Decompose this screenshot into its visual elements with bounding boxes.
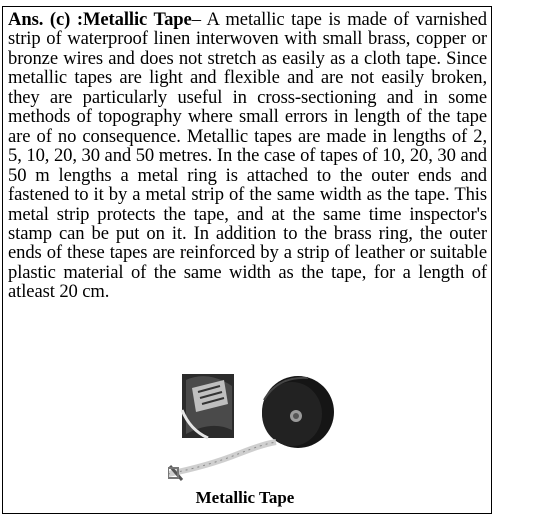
- figure-caption: Metallic Tape: [195, 488, 295, 507]
- answer-dash: –: [191, 9, 207, 30]
- answer-term: Metallic Tape: [82, 9, 192, 30]
- answer-paragraph: [8, 10, 487, 302]
- metallic-tape-photo: [168, 370, 338, 486]
- answer-prefix: Ans. (c) :: [8, 9, 83, 30]
- answer-body: A metallic tape is made of varnished strip of waterproof linen interwoven with small brass, copper or bronze wires and does not stretch as easily as a cloth tape. Since metallic tapes are light and flexible and are not easily broken, they are particularly useful in cross-sectioning and in some methods of topography where small errors in length of the tape are of no consequence. Metallic tapes are made in lengths of 2, 5, 10, 20, 30 and 50 metres. In the case of tapes of 10, 20, 30 and 50 m lengths a metal ring is attached to the outer ends and fastened to it by a metal strip of the same width as the tape. This metal strip protects the tape, and at the same time inspector's stamp can be put on it. In addition to the brass ring, the outer ends of these tapes are reinforced by a strip of leather or suitable plastic material of the same width as the tape, for a length of atleast 20 cm.: [8, 9, 487, 303]
